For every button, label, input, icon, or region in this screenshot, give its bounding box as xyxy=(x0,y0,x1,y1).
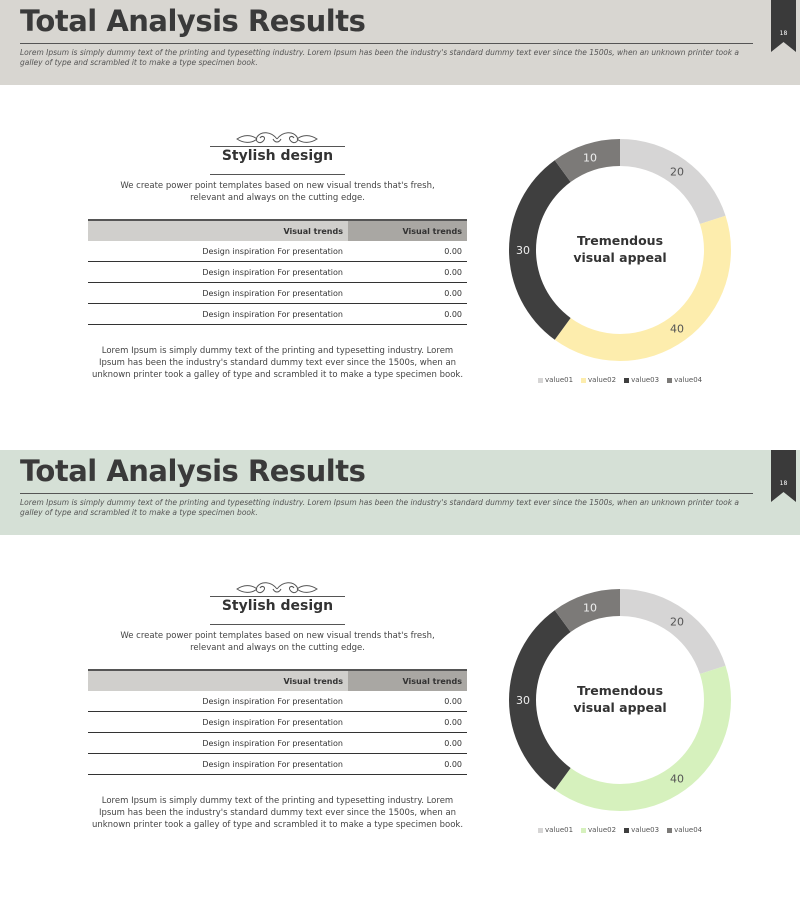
legend-item-value01 xyxy=(538,376,573,384)
section-subtitle: Stylish design xyxy=(221,598,334,614)
table-row xyxy=(88,712,467,733)
section-description: We create power point templates based on new visual trends that's fresh, relevant and always on the cutting edge. xyxy=(120,631,435,653)
subtitle-top-rule xyxy=(210,596,345,597)
page-ribbon xyxy=(771,0,796,52)
slide-title: Total Analysis Results xyxy=(20,454,366,488)
table-cell: 0.00 xyxy=(348,691,467,712)
donut-chart xyxy=(500,130,740,370)
legend-item-value04 xyxy=(667,376,702,384)
table-header-cell: Visual trends xyxy=(88,220,348,241)
page-number: 18 xyxy=(779,30,788,37)
subtitle-bottom-rule xyxy=(210,624,345,625)
table-header-row xyxy=(88,670,467,691)
donut-slice-value01 xyxy=(620,589,726,674)
table-cell: Design inspiration For presentation xyxy=(88,733,348,754)
table-cell: 0.00 xyxy=(348,712,467,733)
page-ribbon xyxy=(771,450,796,502)
table-cell: 0.00 xyxy=(348,733,467,754)
legend-item-value01 xyxy=(538,826,573,834)
slide-title: Total Analysis Results xyxy=(20,4,366,38)
header-text: Lorem Ipsum is simply dummy text of the printing and typesetting industry. Lorem Ipsum has been the industry's standard dummy text ever since the 1500s, when an unknown printer took a galley of type and scrambled it to make a type specimen book. xyxy=(20,48,740,67)
center-label-line: visual appeal xyxy=(573,250,667,265)
table-row xyxy=(88,283,467,304)
table-header-cell: Visual trends xyxy=(88,670,348,691)
legend-item-value03 xyxy=(624,376,659,384)
section-subtitle: Stylish design xyxy=(221,148,334,164)
table-cell: Design inspiration For presentation xyxy=(88,241,348,262)
legend-swatch xyxy=(624,378,629,383)
legend-swatch xyxy=(538,378,543,383)
center-label-line: Tremendous xyxy=(576,233,664,248)
title-divider xyxy=(20,493,753,494)
data-label-value01: 20 xyxy=(670,165,685,179)
table-header-row xyxy=(88,220,467,241)
table-cell: Design inspiration For presentation xyxy=(88,712,348,733)
table-cell: 0.00 xyxy=(348,241,467,262)
table-row xyxy=(88,241,467,262)
data-label-value01: 20 xyxy=(670,615,685,629)
chart-legend xyxy=(538,376,710,384)
section-description: We create power point templates based on new visual trends that's fresh, relevant and always on the cutting edge. xyxy=(120,181,435,203)
trends-table xyxy=(88,219,467,325)
slide-2 xyxy=(0,450,800,900)
data-label-value02: 40 xyxy=(670,322,685,336)
bottom-paragraph: Lorem Ipsum is simply dummy text of the printing and typesetting industry. Lorem Ipsum has been the industry's standard dummy text ever since the 1500s, when an unknown printer took a galley of type and scrambled it to make a type specimen book. xyxy=(91,796,464,830)
trends-table xyxy=(88,669,467,775)
data-label-value04: 10 xyxy=(583,601,598,615)
subtitle-bottom-rule xyxy=(210,174,345,175)
legend-label: value01 xyxy=(545,376,574,384)
table-cell: Design inspiration For presentation xyxy=(88,754,348,775)
donut-slice-value01 xyxy=(620,139,726,224)
legend-swatch xyxy=(538,828,543,833)
legend-label: value02 xyxy=(588,376,617,384)
legend-item-value02 xyxy=(581,826,616,834)
table-row xyxy=(88,691,467,712)
legend-swatch xyxy=(667,828,672,833)
legend-swatch xyxy=(624,828,629,833)
bottom-paragraph: Lorem Ipsum is simply dummy text of the printing and typesetting industry. Lorem Ipsum has been the industry's standard dummy text ever since the 1500s, when an unknown printer took a galley of type and scrambled it to make a type specimen book. xyxy=(91,346,464,380)
title-divider xyxy=(20,43,753,44)
legend-swatch xyxy=(581,378,586,383)
table-row xyxy=(88,754,467,775)
table-cell: Design inspiration For presentation xyxy=(88,262,348,283)
table-cell: Design inspiration For presentation xyxy=(88,283,348,304)
table-row xyxy=(88,733,467,754)
legend-swatch xyxy=(667,378,672,383)
legend-label: value04 xyxy=(674,376,703,384)
table-header-cell: Visual trends xyxy=(348,220,467,241)
legend-swatch xyxy=(581,828,586,833)
table-row xyxy=(88,262,467,283)
table-cell: 0.00 xyxy=(348,262,467,283)
subtitle-top-rule xyxy=(210,146,345,147)
legend-item-value03 xyxy=(624,826,659,834)
center-label-line: visual appeal xyxy=(573,700,667,715)
data-label-value03: 30 xyxy=(516,694,530,707)
table-cell: 0.00 xyxy=(348,754,467,775)
table-cell: Design inspiration For presentation xyxy=(88,304,348,325)
data-label-value02: 40 xyxy=(670,772,685,786)
chart-legend xyxy=(538,826,710,834)
legend-label: value02 xyxy=(588,826,617,834)
legend-item-value02 xyxy=(581,376,616,384)
table-row xyxy=(88,304,467,325)
data-label-value03: 30 xyxy=(516,244,530,257)
legend-label: value03 xyxy=(631,826,660,834)
table-cell: Design inspiration For presentation xyxy=(88,691,348,712)
table-cell: 0.00 xyxy=(348,283,467,304)
legend-label: value04 xyxy=(674,826,703,834)
table-cell: 0.00 xyxy=(348,304,467,325)
donut-chart xyxy=(500,580,740,820)
header-text: Lorem Ipsum is simply dummy text of the printing and typesetting industry. Lorem Ipsum has been the industry's standard dummy text ever since the 1500s, when an unknown printer took a galley of type and scrambled it to make a type specimen book. xyxy=(20,498,740,517)
page-number: 18 xyxy=(779,480,788,487)
center-label-line: Tremendous xyxy=(576,683,664,698)
table-header-cell: Visual trends xyxy=(348,670,467,691)
legend-item-value04 xyxy=(667,826,702,834)
legend-label: value01 xyxy=(545,826,574,834)
data-label-value04: 10 xyxy=(583,151,598,165)
legend-label: value03 xyxy=(631,376,660,384)
